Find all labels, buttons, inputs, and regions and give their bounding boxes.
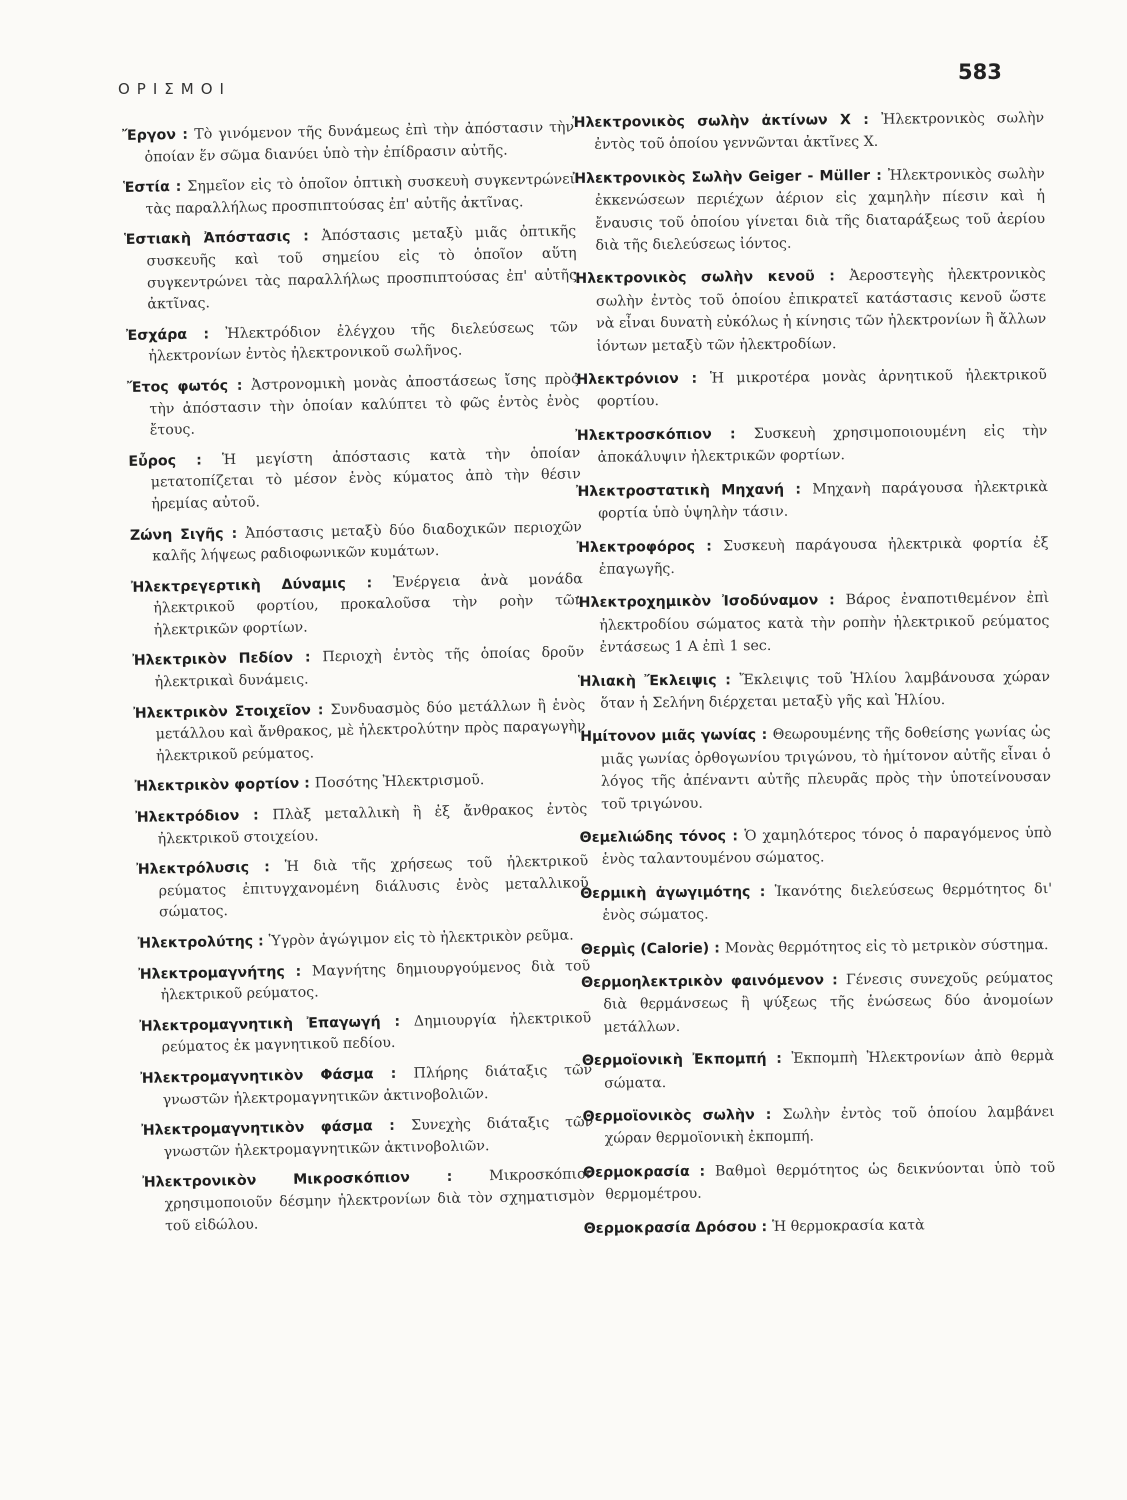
entry-term: Ἠλεκτρόλυσις <box>136 859 250 879</box>
entry-definition: Σημεῖον εἰς τὸ ὁποῖον ὀπτικὴ συσκευὴ συγκεντρώνει τὰς παραλλήλως προσπιπτούσας ἐπ' αὐτῆς ἀκτῖνας. <box>145 171 576 218</box>
glossary-entry <box>577 587 1050 659</box>
entry-definition: Συσκευὴ παράγουσα ἠλεκτρικὰ φορτία ἐξ ἐπαγωγῆς. <box>598 534 1049 578</box>
entry-term: Ἡλιακὴ Ἔκλειψις <box>577 672 717 690</box>
entry-definition: Συνδυασμὸς δύο μετάλλων ἢ ἑνὸς μετάλλου καὶ ἄνθρακος, μὲ ἠλεκτρολύτην πρὸς παραγωγὴν ἠλεκτρικοῦ ρεύματος. <box>155 696 586 765</box>
glossary-entry <box>140 1060 593 1112</box>
term-separator: : <box>299 775 315 793</box>
entry-definition: Ὁ χαμηλότερος τόνος ὁ παραγόμενος ὑπὸ ἑνὸς ταλαντουμένου σώματος. <box>601 824 1052 869</box>
term-separator: : <box>409 1168 490 1187</box>
entry-term: Ἠλεκτρεγερτικὴ Δύναμις <box>130 575 347 596</box>
glossary-entry <box>127 369 580 442</box>
entry-definition: Σωλὴν ἐντὸς τοῦ ὁποίου λαμβάνει χώραν θερμοϊονικὴ ἐκπομπή. <box>604 1104 1055 1148</box>
entry-term: Ἑστία <box>123 179 170 197</box>
glossary-entry <box>133 695 586 768</box>
term-separator: : <box>186 325 226 343</box>
term-separator: : <box>823 972 847 989</box>
entry-term: Θερμικὴ ἀγωγιμότης <box>580 883 751 902</box>
glossary-entry <box>579 822 1051 872</box>
entry-term: Ἠλεκτρομαγνητικὸν Φάσμα <box>140 1066 374 1087</box>
glossary-entry <box>583 1157 1055 1207</box>
entry-term: Ἠλεκτρονικὸν Μικροσκόπιον <box>142 1170 410 1192</box>
entry-term: Ἠλεκτρονικὸς σωλὴν κενοῦ <box>573 268 815 288</box>
glossary-entry <box>124 222 578 317</box>
entry-term: Ἑστιακὴ Ἀπόστασις <box>124 229 291 249</box>
entry-definition: Μικροσκόπιον χρησιμοποιοῦν δέσμην ἠλεκτρονίων διὰ τὸν σχηματισμὸν τοῦ εἰδώλου. <box>164 1166 595 1234</box>
entry-definition: Ποσότης Ἠλεκτρισμοῦ. <box>314 772 485 792</box>
entry-term: Ἔτος φωτός <box>126 377 229 396</box>
entry-term: Ἠλεκτρομαγνητικὸν φάσμα <box>141 1118 373 1139</box>
term-separator: : <box>694 537 724 555</box>
entry-term: Ἠλεκτρολύτης <box>137 933 254 952</box>
term-separator: : <box>850 111 882 129</box>
entry-term: Εὖρος <box>128 452 177 470</box>
entry-definition: Ἠλεκτρονικὸς σωλὴν ἐντὸς τοῦ ὁποίου γεννῶνται ἀκτῖνες Χ. <box>594 110 1045 154</box>
glossary-entry <box>576 532 1048 582</box>
glossary-entry <box>582 1045 1054 1095</box>
term-separator: : <box>756 1218 773 1235</box>
term-separator: : <box>709 940 725 957</box>
glossary-entry <box>582 1101 1054 1151</box>
entry-definition: Ἀπόστασις μεταξὺ μιᾶς ὀπτικῆς συσκευῆς καὶ τοῦ σημείου εἰς τὸ ὁποῖον αὕτη συγκεντρώνει τὰς παραλλήλως προσπιπτούσας ἐπ' αὐτῆς ἀκτῖνας. <box>146 223 578 313</box>
entry-definition: Συσκευὴ χρησιμοποιουμένη εἰς τὴν ἀποκάλυψιν ἠλεκτρικῶν φορτίων. <box>597 422 1048 467</box>
entry-term: Ἠλεκτροστατικὴ Μηχανή <box>575 481 785 500</box>
term-separator: : <box>175 451 223 469</box>
term-separator: : <box>783 481 813 498</box>
term-separator: : <box>754 1106 783 1124</box>
term-separator: : <box>310 701 331 719</box>
entry-term: Ἠλεκτροφόρος <box>576 538 696 556</box>
term-separator: : <box>169 178 188 196</box>
term-separator: : <box>814 268 850 285</box>
glossary-entry <box>578 666 1050 716</box>
term-separator: : <box>345 574 394 592</box>
glossary-entry <box>138 956 591 1008</box>
term-separator: : <box>239 807 273 824</box>
term-separator: : <box>750 883 775 900</box>
glossary-entry <box>576 476 1048 526</box>
term-separator: : <box>373 1065 414 1083</box>
glossary-entry <box>142 1164 595 1237</box>
entry-definition: Περιοχὴ ἐντὸς τῆς ὁποίας δροῦν ἠλεκτρικαὶ δυνάμεις. <box>154 644 585 691</box>
entry-definition: Ἡ μικροτέρα μονὰς ἀρνητικοῦ ἠλεκτρικοῦ φορτίου. <box>596 367 1047 411</box>
entry-definition: Μονὰς θερμότητος εἰς τὸ μετρικὸν σύστημα. <box>724 936 1049 957</box>
glossary-entry <box>575 420 1047 470</box>
term-separator: : <box>292 649 323 667</box>
term-separator: : <box>284 963 313 980</box>
entry-term: Ἠλεκτρομαγνητικὴ Ἐπαγωγή <box>139 1013 381 1035</box>
glossary-entry <box>581 967 1054 1039</box>
term-separator: : <box>223 525 246 542</box>
glossary-entry <box>578 721 1051 816</box>
entry-term: Θερμοϊονικὸς σωλὴν <box>582 1107 755 1125</box>
entry-term: Ἠλεκτρομαγνήτης <box>138 963 285 983</box>
glossary-entry <box>573 163 1046 258</box>
glossary-entry <box>126 317 579 369</box>
entry-term: Ἠλεκτροχημικὸν Ἰσοδύναμον <box>577 592 819 612</box>
entry-term: Θεμελιώδης τόνος <box>579 828 727 846</box>
entry-definition: Δημιουργία ἠλεκτρικοῦ ρεύματος ἐκ μαγνητικοῦ πεδίου. <box>161 1009 592 1056</box>
entry-term: Ἠλεκτρονικὸς σωλὴν ἀκτίνων Χ <box>572 112 851 131</box>
entry-term: Ἠλεκτρικὸν Στοιχεῖον <box>133 702 311 722</box>
entry-definition: Γένεσις συνεχοῦς ρεύματος διὰ θερμάνσεως ἢ ψύξεως τῆς ἑνώσεως δύο ἀνομοίων μετάλλων. <box>603 970 1054 1036</box>
term-separator: : <box>756 727 773 744</box>
entry-definition: Πλήρης διάταξις τῶν γνωστῶν ἠλεκτρομαγνητικῶν ἀκτινοβολιῶν. <box>162 1062 593 1108</box>
entry-term: Ἠλεκτρόνιον <box>574 370 679 389</box>
entry-term: Θερμοκρασία <box>583 1163 690 1181</box>
term-separator: : <box>248 859 285 876</box>
term-separator: : <box>869 167 889 184</box>
right-column <box>572 107 1056 1251</box>
glossary-entry <box>574 263 1047 358</box>
entry-definition: Μαγνήτης δημιουργούμενος διὰ τοῦ ἠλεκτρικοῦ ρεύματος. <box>160 957 591 1004</box>
glossary-entry <box>135 799 588 851</box>
entry-definition: Ἀεροστεγὴς ἠλεκτρονικὸς σωλὴν ἐντὸς τοῦ ὁποίου ἐπικρατεῖ κατάστασις κενοῦ ὥστε νὰ εἶναι δυνατὴ εὐκόλως ἡ κίνησις τῶν ἠλεκτρονίων ἢ ἄλλων ἰόντων μεταξὺ τῶν ἠλεκτροδίων. <box>595 266 1047 355</box>
entry-definition: Ἠλεκτρόδιον ἐλέγχου τῆς διελεύσεως τῶν ἠλεκτρονίων ἐντὸς ἠλεκτρονικοῦ σωλῆνος. <box>148 319 579 365</box>
entry-definition: Συνεχὴς διάταξις τῶν γνωστῶν ἠλεκτρομαγνητικῶν ἀκτινοβολιῶν. <box>163 1114 594 1161</box>
entry-definition: Βαθμοὶ θερμότητος ὡς δεικνύονται ὑπὸ τοῦ θερμομέτρου. <box>605 1159 1056 1203</box>
entry-definition: Ἔκλειψις τοῦ Ἡλίου λαμβάνουσα χώραν ὅταν ἡ Σελήνη διέρχεται μεταξὺ γῆς καὶ Ἡλίου. <box>600 668 1051 712</box>
term-separator: : <box>227 377 252 394</box>
entry-definition: Ἐνέργεια ἀνὰ μονάδα ἠλεκτρικοῦ φορτίου, προκαλοῦσα τὴν ροὴν τῶν ἠλεκτρικῶν φορτίων. <box>153 570 584 639</box>
page-number: 583 <box>958 60 1002 84</box>
glossary-entry <box>581 934 1053 961</box>
entry-definition: Ἱκανότης διελεύσεως θερμότητος δι' ἑνὸς σώματος. <box>602 880 1053 924</box>
term-separator: : <box>716 671 740 689</box>
entry-term: Ἐσχάρα <box>125 326 188 344</box>
term-separator: : <box>818 592 846 609</box>
entry-definition: Ἡ διὰ τῆς χρήσεως τοῦ ἠλεκτρικοῦ ρεύματος ἐπιτυγχανομένη διάλυσις ἑνὸς μεταλλικοῦ σώματος. <box>158 853 589 921</box>
glossary-entry <box>130 517 583 569</box>
term-separator: : <box>678 370 710 387</box>
glossary-entry <box>131 569 584 642</box>
term-separator: : <box>252 933 269 950</box>
entry-definition: Ἐκπομπὴ Ἠλεκτρονίων ἀπὸ θερμὰ σώματα. <box>604 1048 1054 1092</box>
glossary-entry <box>139 1008 592 1060</box>
glossary-entry <box>132 643 585 695</box>
entry-term: Θερμὶς (Calorie) <box>580 940 710 958</box>
term-separator: : <box>689 1163 716 1180</box>
entry-term: Ἔργον <box>122 126 177 144</box>
entry-term: Ἠλεκτρικὸν Πεδίον <box>132 650 294 670</box>
term-separator: : <box>372 1117 412 1135</box>
entry-term: Ἡμίτονον μιᾶς γωνίας <box>578 727 757 746</box>
glossary-entry <box>136 851 589 924</box>
glossary-entry <box>138 925 590 955</box>
entry-definition: Ἀπόστασις μεταξὺ δύο διαδοχικῶν περιοχῶν καλῆς λήψεως ραδιοφωνικῶν κυμάτων. <box>152 518 582 565</box>
left-column <box>122 117 595 1247</box>
term-separator: : <box>766 1050 792 1068</box>
section-header: ΟΡΙΣΜΟΙ <box>118 80 231 98</box>
glossary-entry <box>580 878 1052 928</box>
entry-term: Ἠλεκτρόδιον <box>135 807 240 826</box>
term-separator: : <box>711 425 754 443</box>
entry-term: Ἠλεκτροσκόπιον <box>575 426 712 444</box>
entry-term: Ζώνη Σιγῆς <box>129 525 224 544</box>
term-separator: : <box>290 228 322 246</box>
glossary-entry <box>584 1213 1056 1240</box>
entry-term: Θερμοηλεκτρικὸν φαινόμενον <box>581 972 825 991</box>
entry-definition: Μηχανὴ παράγουσα ἠλεκτρικὰ φορτία ὑπὸ ὑψηλὴν τάσιν. <box>598 478 1049 522</box>
entry-definition: Βάρος ἐναποτιθεμένον ἐπὶ ἠλεκτροδίου σώματος κατὰ τὴν ροπὴν ἠλεκτρικοῦ ρεύματος ἐντάσεως 1 Α ἐπὶ 1 sec. <box>599 590 1050 656</box>
entry-term: Θερμοκρασία Δρόσου <box>583 1218 757 1237</box>
entry-definition: Τὸ γινόμενον τῆς δυνάμεως ἐπὶ τὴν ἀπόστασιν τὴν ὁποίαν ἕν σῶμα διανύει ὑπὸ τὴν ἐπίδρασιν αὐτῆς. <box>144 119 575 166</box>
glossary-entry <box>572 107 1044 157</box>
entry-definition: Ὑγρὸν ἀγώγιμον εἰς τὸ ἠλεκτρικὸν ρεῦμα. <box>268 927 574 950</box>
entry-definition: Ἡ μεγίστη ἀπόστασις κατὰ τὴν ὁποίαν μετατοπίζεται τὸ μέσον ἑνὸς κύματος ἀπὸ τὴν θέσιν ἠρεμίας αὐτοῦ. <box>150 444 581 513</box>
glossary-entry <box>128 443 581 516</box>
entry-definition: Ἡ θερμοκρασία κατὰ <box>771 1217 925 1235</box>
entry-definition: Θεωρουμένης τῆς δοθείσης γωνίας ὡς μιᾶς γωνίας ὀρθογωνίου τριγώνου, τὸ ἡμίτονον αὐτῆς εἶναι ὁ λόγος τῆς ἀπέναντι αὐτῆς πλευρᾶς πρὸς τὴν ὑποτείνουσαν τοῦ τριγώνου. <box>600 724 1052 813</box>
glossary-entry <box>135 769 587 799</box>
entry-term: Ἠλεκτρονικὸς Σωλὴν Geiger - Müller <box>572 167 871 187</box>
entry-definition: Ἀστρονομικὴ μονὰς ἀποστάσεως ἴσης πρὸς τὴν ἀπόστασιν τὴν ὁποίαν καλύπτει τὸ φῶς ἐντὸς ἑνὸς ἔτους. <box>149 371 580 439</box>
term-separator: : <box>380 1013 414 1030</box>
entry-definition: Ἠλεκτρονικὸς σωλὴν ἐκκενώσεων περιέχων ἀέριον εἰς χαμηλὴν πίεσιν καὶ ἡ ἔναυσις τοῦ ὁποίου γίνεται διὰ τῆς διαταράξεως τοῦ ἀερίου διὰ τῆς διελεύσεως ἰόντος. <box>594 165 1046 254</box>
entry-term: Θερμοϊονικὴ Ἐκπομπή <box>581 1051 767 1070</box>
glossary-entry <box>122 117 575 169</box>
entry-term: Ἠλεκτρικὸν φορτίον <box>134 776 300 796</box>
term-separator: : <box>725 828 745 845</box>
glossary-entry <box>141 1112 594 1164</box>
term-separator: : <box>175 126 195 143</box>
glossary-entry <box>575 364 1047 414</box>
glossary-entry <box>123 170 576 222</box>
entry-definition: Πλὰξ μεταλλικὴ ἢ ἐξ ἄνθρακος ἐντὸς ἠλεκτρικοῦ στοιχείου. <box>157 801 588 848</box>
